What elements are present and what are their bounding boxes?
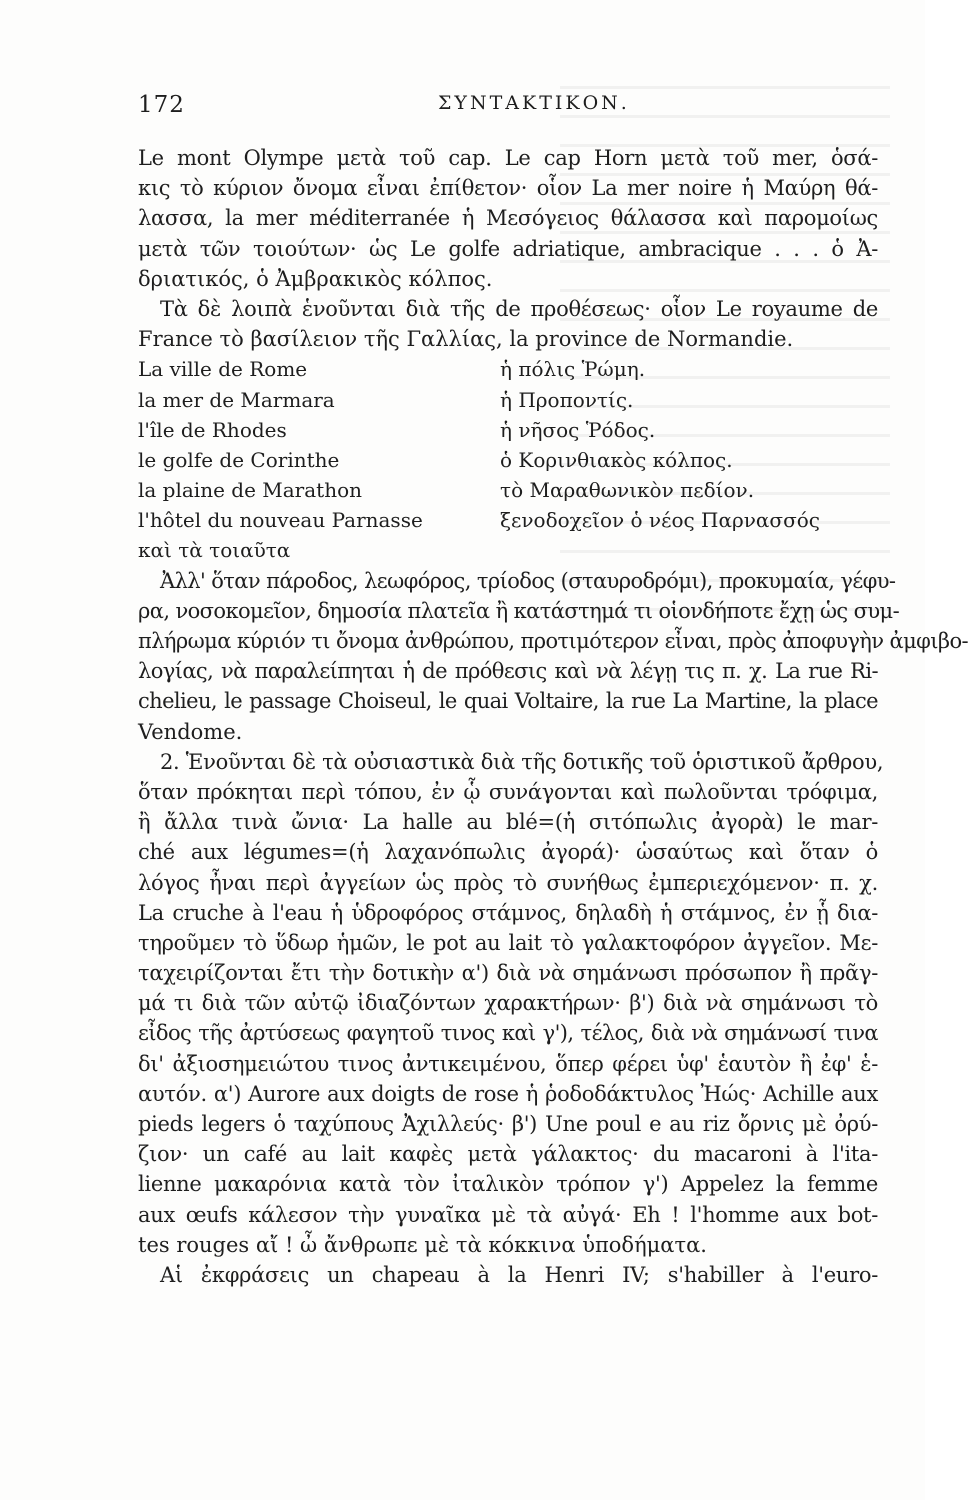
text-line: ρα, νοσοκομεῖον, δημοσία πλατεῖα ἢ κατάστημά τι οἱονδήποτε ἔχῃ ὡς συμ- <box>138 598 900 623</box>
page-header <box>138 92 878 128</box>
text-line: pieds legers ὁ ταχύπους Ἀχιλλεύς· β') Une poul e au riz ὄρνις μὲ ὀρύ- <box>138 1112 878 1136</box>
list-item <box>138 505 878 535</box>
list-item <box>138 475 878 505</box>
text-line: λασσα, la mer méditerranée ἡ Μεσόγειος θάλασσα καὶ παρομοίως <box>138 206 878 231</box>
text-line: La cruche à l'eau ἡ ὑδροφόρος στάμνος, δηλαδὴ ἡ στάμνος, ἐν ᾗ δια- <box>138 900 878 925</box>
text-line: Ἀλλ' ὅταν πάροδος, λεωφόρος, τρίοδος (σταυροδρόμι), προκυμαία, γέφυ- <box>160 568 896 593</box>
running-title: ΣΥΝΤΑΚΤΙΚΟΝ. <box>438 92 630 114</box>
list-item <box>138 354 878 384</box>
body-text <box>138 143 968 1290</box>
french-term: l'hôtel du nouveau Parnasse <box>138 508 423 533</box>
list-item <box>138 415 878 445</box>
page-number: 172 <box>138 92 185 118</box>
text-line: λογίας, νὰ παραλείπηται ἡ de πρόθεσις καὶ νὰ λέγῃ τις π. χ. La rue Ri- <box>138 659 878 684</box>
list-item <box>138 445 878 475</box>
text-line: ζιον· un café au lait καφὲς μετὰ γάλακτος· du macaroni à l'ita- <box>138 1142 878 1167</box>
greek-term: ἡ νῆσος Ῥόδος. <box>500 417 656 442</box>
text-line: aux œufs κάλεσον τὴν γυναῖκα μὲ τὰ αὐγά· Eh ! l'homme aux bot- <box>138 1202 878 1227</box>
example-list <box>138 354 878 565</box>
greek-term: ἡ πόλις Ῥώμη. <box>500 357 646 382</box>
text-line: πλήρωμα κύριόν τι ὄνομα ἀνθρώπου, προτιμότερον εἶναι, πρὸς ἀποφυγὴν ἀμφιβο- <box>138 629 968 653</box>
text-line: Vendome. <box>138 719 243 744</box>
greek-term: ὁ Κορινθιακὸς κόλπος. <box>500 447 733 472</box>
text-line: δριατικός, ὁ Ἀμβρακικὸς κόλπος. <box>138 266 493 291</box>
text-line: France τὸ βασίλειον τῆς Γαλλίας, la province de Normandie. <box>138 327 794 352</box>
text-line: ὅταν πρόκηται περὶ τόπου, ἐν ᾧ συνάγονται καὶ πωλοῦνται τρόφιμα, <box>138 779 878 804</box>
french-term: l'île de Rhodes <box>138 417 287 442</box>
french-term: le golfe de Corinthe <box>138 447 340 472</box>
french-term: la mer de Marmara <box>138 387 335 412</box>
text-line: αυτόν. α') Aurore aux doigts de rose ἡ ῥοδοδάκτυλος Ἠώς· Achille aux <box>138 1081 878 1106</box>
text-line: Τὰ δὲ λοιπὰ ἑνοῦνται διὰ τῆς de προθέσεως· οἷον Le royaume de <box>160 296 878 321</box>
list-item <box>138 385 878 415</box>
text-line: τηροῦμεν τὸ ὕδωρ ἡμῶν, le pot au lait τὸ γαλακτοφόρον ἀγγεῖον. Με- <box>138 930 878 955</box>
text-line: 2. Ἑνοῦνται δὲ τὰ οὐσιαστικὰ διὰ τῆς δοτικῆς τοῦ ὁριστικοῦ ἄρθρου, <box>160 749 884 774</box>
text-line: Le mont Olympe μετὰ τοῦ cap. Le cap Horn μετὰ τοῦ mer, ὁσά- <box>138 146 878 170</box>
text-line: κις τὸ κύριον ὄνομα εἶναι ἐπίθετον· οἷον La mer noire ἡ Μαύρη θά- <box>138 176 878 201</box>
list-tail <box>138 535 878 565</box>
text-line: εἶδος τῆς ἀρτύσεως φαγητοῦ τινος καὶ γ'), τέλος, διὰ νὰ σημάνωσί τινα <box>138 1021 878 1046</box>
french-term: la plaine de Marathon <box>138 478 362 503</box>
text-line: lienne μακαρόνια κατὰ τὸν ἰταλικὸν τρόπον γ') Appelez la femme <box>138 1172 878 1197</box>
text-line: ἢ ἄλλα τινὰ ὤνια· La halle au blé=(ἡ σιτόπωλις ἀγορὰ) le mar- <box>138 810 878 835</box>
text-line: Αἱ ἐκφράσεις un chapeau à la Henri IV; s'habiller à l'euro- <box>160 1262 878 1287</box>
text-line: μετὰ τῶν τοιούτων· ὡς Le golfe adriatique, ambracique . . . ὁ Ἀ- <box>138 236 878 261</box>
greek-term: ξενοδοχεῖον ὁ νέος Παρνασσός <box>500 508 820 533</box>
text-line: λόγος ἦναι περὶ ἀγγείων ὡς πρὸς τὸ συνήθως ἐμπεριεχόμενον· π. χ. <box>138 870 878 895</box>
french-term: La ville de Rome <box>138 357 308 382</box>
text-line: chelieu, le passage Choiseul, le quai Voltaire, la rue La Martine, la place <box>138 689 878 714</box>
greek-term: ἡ Προποντίς. <box>500 387 634 412</box>
text-line: ταχειρίζονται ἔτι τὴν δοτικὴν α') διὰ νὰ σημάνωσι πρόσωπον ἢ πρᾶγ- <box>138 961 878 986</box>
list-tail-text: καὶ τὰ τοιαῦτα <box>138 538 291 563</box>
text-line: μά τι διὰ τῶν αὐτῷ ἰδιαζόντων χαρακτήρων· β') διὰ νὰ σημάνωσι τὸ <box>138 991 878 1016</box>
greek-term: τὸ Μαραθωνικὸν πεδίον. <box>500 478 755 503</box>
text-line: ché aux légumes=(ἡ λαχανόπωλις ἀγορά)· ὡσαύτως καὶ ὅταν ὁ <box>138 840 878 865</box>
text-line: tes rouges αἴ ! ὦ ἄνθρωπε μὲ τὰ κόκκινα ὑποδήματα. <box>138 1232 707 1257</box>
text-line: δι' ἀξιοσημειώτου τινος ἀντικειμένου, ὅπερ φέρει ὑφ' ἑαυτὸν ἢ ἐφ' ἑ- <box>138 1051 878 1076</box>
